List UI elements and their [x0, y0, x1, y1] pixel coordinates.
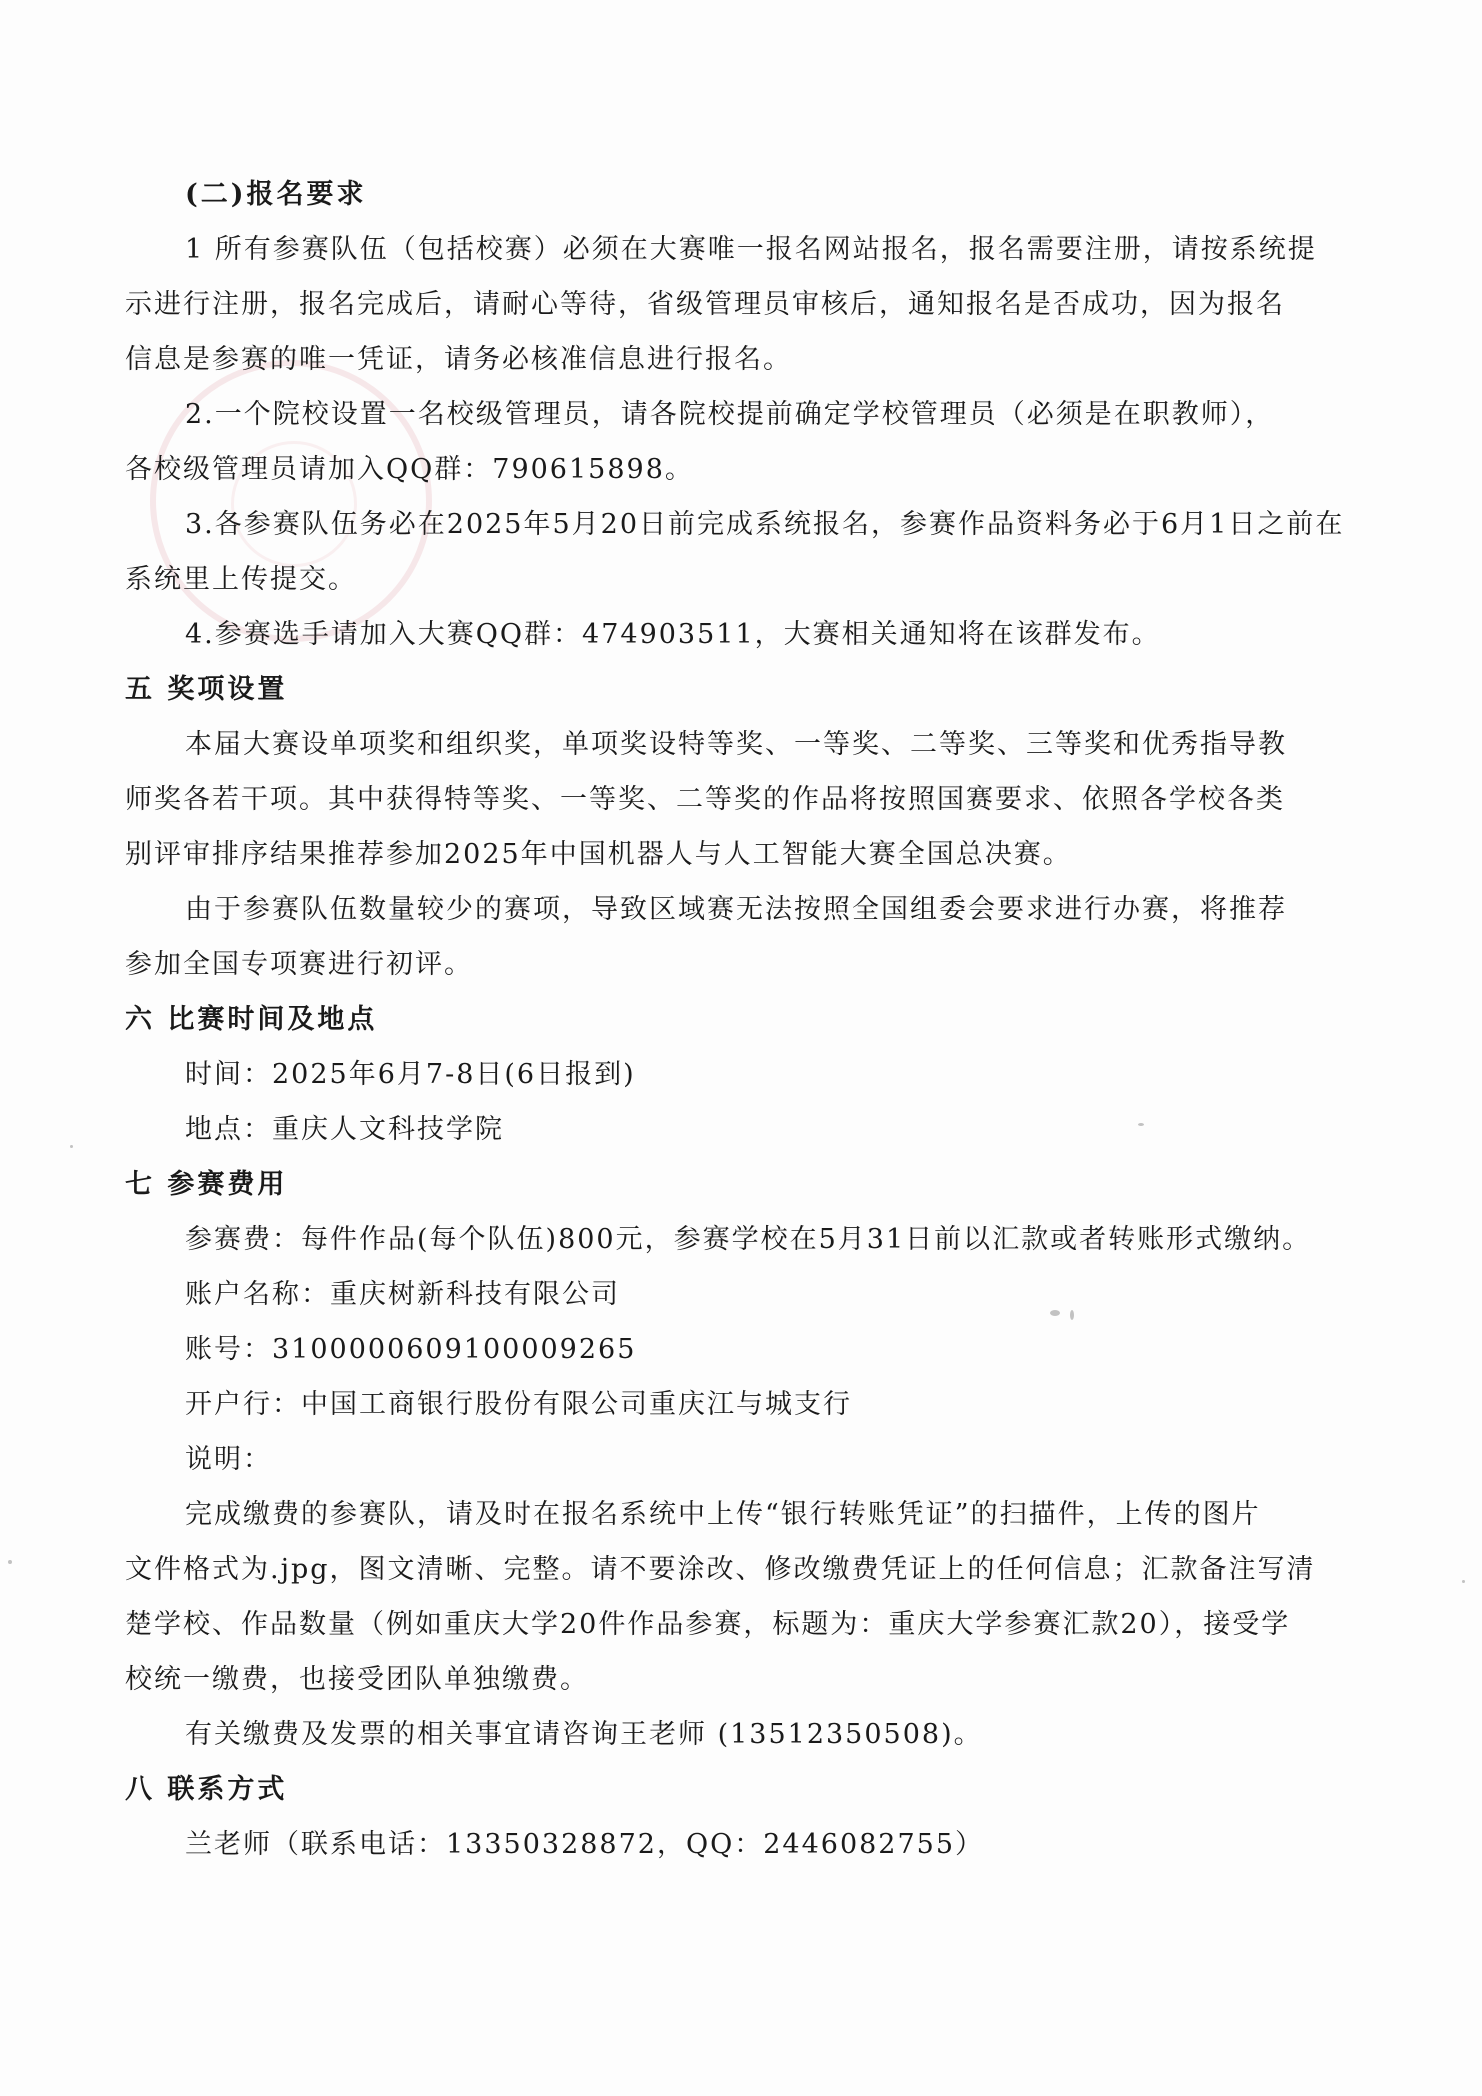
paragraph-line: 2.一个院校设置一名校级管理员，请各院校提前确定学校管理员（必须是在职教师）， [185, 399, 1275, 430]
competition-time: 时间：2025年6月7-8日(6日报到) [185, 1059, 636, 1090]
paragraph-line: 系统里上传提交。 [125, 564, 357, 595]
paragraph-line: 参加全国专项赛进行初评。 [125, 949, 473, 980]
paragraph-line: 4.参赛选手请加入大赛QQ群：474903511，大赛相关通知将在该群发布。 [185, 619, 1161, 650]
note-label: 说明： [185, 1444, 272, 1475]
paragraph-line: 1 所有参赛队伍（包括校赛）必须在大赛唯一报名网站报名，报名需要注册，请按系统提 [185, 234, 1317, 265]
scan-speck [70, 1145, 73, 1148]
scan-speck [8, 1560, 12, 1564]
fee-amount: 参赛费：每件作品(每个队伍)800元，参赛学校在5月31日前以汇款或者转账形式缴纳。 [185, 1224, 1312, 1255]
bank-name: 开户行：中国工商银行股份有限公司重庆江与城支行 [185, 1389, 852, 1420]
scan-speck [1462, 1580, 1465, 1583]
paragraph-line: 示进行注册，报名完成后，请耐心等待，省级管理员审核后，通知报名是否成功，因为报名 [125, 289, 1285, 320]
paragraph-line: 楚学校、作品数量（例如重庆大学20件作品参赛，标题为：重庆大学参赛汇款20），接受学 [125, 1609, 1291, 1640]
contact-info: 兰老师（联系电话：13350328872，QQ：2446082755） [185, 1829, 985, 1860]
paragraph-line: 各校级管理员请加入QQ群：790615898。 [125, 454, 694, 485]
competition-place: 地点：重庆人文科技学院 [185, 1114, 504, 1145]
document-body [125, 175, 1355, 1880]
section-heading-registration: (二)报名要求 [185, 179, 367, 210]
section-heading-contact: 八 联系方式 [125, 1774, 288, 1805]
paragraph-line: 校统一缴费，也接受团队单独缴费。 [125, 1664, 589, 1695]
section-heading-awards: 五 奖项设置 [125, 674, 288, 705]
account-name: 账户名称：重庆树新科技有限公司 [185, 1279, 620, 1310]
paragraph-line: 师奖各若干项。其中获得特等奖、一等奖、二等奖的作品将按照国赛要求、依照各学校各类 [125, 784, 1285, 815]
paragraph-line: 3.各参赛队伍务必在2025年5月20日前完成系统报名，参赛作品资料务必于6月1日之前在 [185, 509, 1345, 540]
paragraph-line: 信息是参赛的唯一凭证，请务必核准信息进行报名。 [125, 344, 792, 375]
paragraph-line: 别评审排序结果推荐参加2025年中国机器人与人工智能大赛全国总决赛。 [125, 839, 1072, 870]
section-heading-time-place: 六 比赛时间及地点 [125, 1004, 378, 1035]
paragraph-line: 文件格式为.jpg，图文清晰、完整。请不要涂改、修改缴费凭证上的任何信息；汇款备注写清 [125, 1554, 1316, 1585]
paragraph-line: 完成缴费的参赛队，请及时在报名系统中上传“银行转账凭证”的扫描件，上传的图片 [185, 1499, 1261, 1530]
fee-inquiry: 有关缴费及发票的相关事宜请咨询王老师 (13512350508)。 [185, 1719, 983, 1750]
account-number: 账号：3100000609100009265 [185, 1334, 637, 1365]
section-heading-fees: 七 参赛费用 [125, 1169, 288, 1200]
paragraph-line: 由于参赛队伍数量较少的赛项，导致区域赛无法按照全国组委会要求进行办赛，将推荐 [185, 894, 1287, 925]
paragraph-line: 本届大赛设单项奖和组织奖，单项奖设特等奖、一等奖、二等奖、三等奖和优秀指导教 [185, 729, 1287, 760]
